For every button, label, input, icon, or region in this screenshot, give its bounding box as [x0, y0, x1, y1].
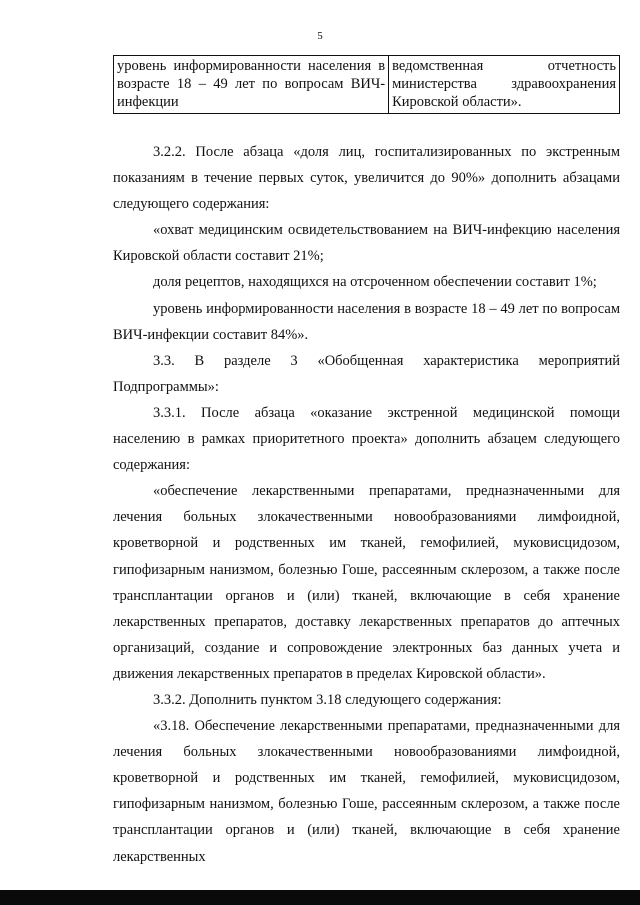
paragraph-3-3-2: 3.3.2. Дополнить пунктом 3.18 следующего содержания: — [153, 691, 502, 708]
indicator-table — [113, 55, 620, 114]
table-row — [114, 56, 620, 114]
page-number: 5 — [317, 30, 323, 42]
document-body — [113, 139, 620, 870]
paragraph-3-3: 3.3. В разделе 3 «Обобщенная характеристика мероприятий Подпрограммы»: — [113, 352, 620, 395]
paragraph-3-2-2: 3.2.2. После абзаца «доля лиц, госпитализированных по экстренным показаниям в течение первых суток, увеличится до 90%» дополнить абзацами следующего содержания: — [113, 144, 620, 213]
table-cell-indicator: уровень информированности населения в возрасте 18 – 49 лет по вопросам ВИЧ-инфекции — [114, 56, 389, 114]
paragraph-medicine-supply: «обеспечение лекарственными препаратами, предназначенными для лечения больных злокачественными новообразованиями лимфоидной, кроветворной и родственных им тканей, гемофилией, муковисцидозом, гипофизарным нанизмом, болезнью Гоше, рассеянным склерозом, а также после трансплантации органов и (или) тканей, включающие в себя хранение лекарственных препаратов, доставку лекарственных препаратов до аптечных организаций, создание и сопровождение электронных баз данных учета и движения лекарственных препаратов в пределах Кировской области». — [113, 483, 620, 682]
paragraph-hiv-awareness: уровень информированности населения в возрасте 18 – 49 лет по вопросам ВИЧ-инфекции составит 84%». — [113, 300, 620, 343]
paragraph-prescriptions: доля рецептов, находящихся на отсроченном обеспечении составит 1%; — [153, 274, 597, 291]
paragraph-hiv-coverage: «охват медицинским освидетельствованием на ВИЧ-инфекцию населения Кировской области составит 21%; — [113, 222, 620, 265]
table-cell-source: ведомственная отчетность министерства здравоохранения Кировской области». — [389, 56, 620, 114]
paragraph-3-18: «3.18. Обеспечение лекарственными препаратами, предназначенными для лечения больных злокачественными новообразованиями лимфоидной, кроветворной и родственных им тканей, гемофилией, муковисцидозом, гипофизарным нанизмом, болезнью Гоше, рассеянным склерозом, а также после трансплантации органов и (или) тканей, включающие в себя хранение лекарственных — [113, 718, 620, 865]
scan-bottom-edge — [0, 890, 640, 905]
paragraph-3-3-1: 3.3.1. После абзаца «оказание экстренной медицинской помощи населению в рамках приоритетного проекта» дополнить абзацем следующего содержания: — [113, 404, 620, 474]
